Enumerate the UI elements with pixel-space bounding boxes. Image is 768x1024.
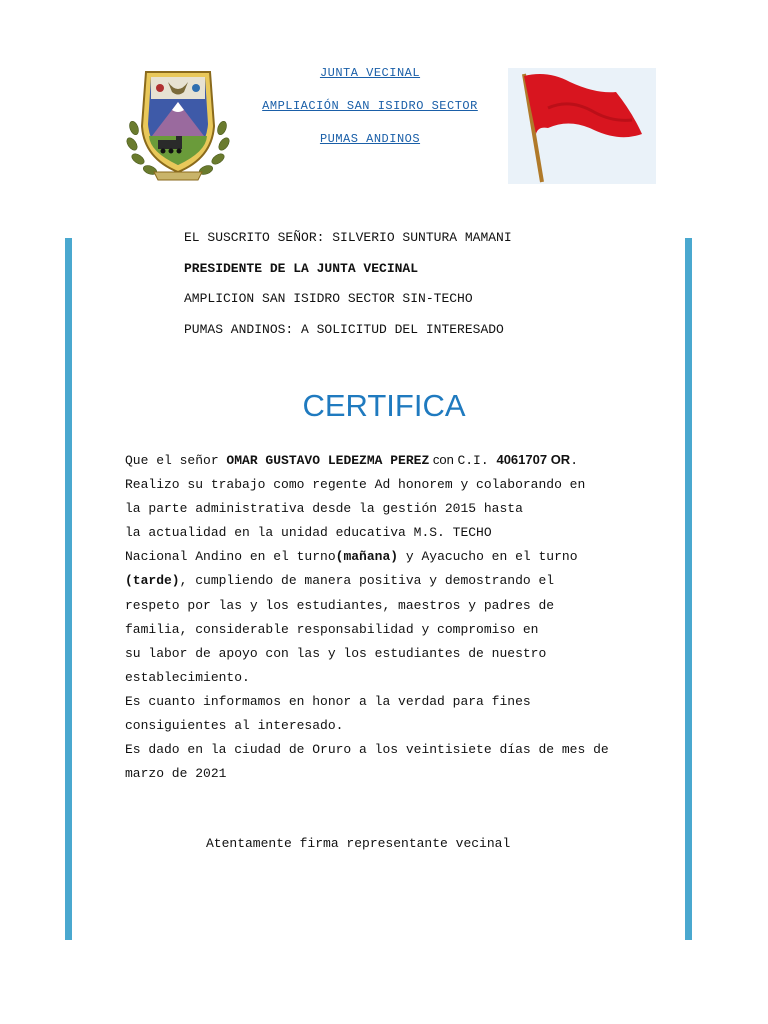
header-title-line1: JUNTA VECINAL [319,66,421,80]
body-line-8: familia, considerable responsabilidad y compromiso en [125,621,539,637]
shift-afternoon: (tarde) [125,573,180,589]
body-text: Que el señor [125,453,227,468]
shift-morning: (mañana) [335,549,399,565]
body-line-7: respeto por las y los estudiantes, maestros y padres de [125,597,555,613]
body-line-6 [125,569,645,593]
body-text: y Ayacucho en el turno [398,549,578,565]
body-line-13: Es dado en la ciudad de Oruro a los veintisiete días de mes de [125,742,609,758]
body-line-14: marzo de 2021 [125,766,227,782]
right-border-bar [685,238,692,940]
left-border-bar [65,238,72,940]
body-line-4: la actualidad en la unidad educativa M.S. TECHO [125,525,492,541]
body-text: C.I. [457,453,497,468]
body-line-10: establecimiento. [125,669,250,685]
body-text: , cumpliendo de manera positiva y demostrando el [179,573,555,589]
body-line-11: Es cuanto informamos en honor a la verdad para fines [125,693,531,709]
header-title-line3: PUMAS ANDINOS [319,132,421,146]
certificate-title: CERTIFICA [302,388,466,423]
intro-line-3: AMPLICION SAN ISIDRO SECTOR SIN-TECHO [184,291,473,306]
red-flag-image [508,68,656,184]
body-line-5 [125,545,645,569]
body-line-2: Realizo su trabajo como regente Ad honorem y colaborando en [125,477,586,493]
body-line-3: la parte administrativa desde la gestión 2015 hasta [125,501,523,517]
body-line-9: su labor de apoyo con las y los estudiantes de nuestro [125,645,547,661]
closing-signature-line: Atentamente firma representante vecinal [206,836,511,851]
body-text: Nacional Andino en el turno [125,549,336,565]
person-name: OMAR GUSTAVO LEDEZMA PEREZ [226,453,430,468]
body-line-12: consiguientes al interesado. [125,718,344,734]
id-number: 4061707 OR [496,452,571,467]
intro-line-1: EL SUSCRITO SEÑOR: SILVERIO SUNTURA MAMANI [184,230,512,245]
certificate-body [125,448,645,786]
intro-line-2: PRESIDENTE DE LA JUNTA VECINAL [184,261,419,276]
body-text: . [570,453,579,468]
body-text: con [429,452,458,467]
red-flag-icon [508,68,656,184]
header-title-line2: AMPLIACIÓN SAN ISIDRO SECTOR [262,99,478,113]
body-line-1 [125,448,645,473]
intro-line-4: PUMAS ANDINOS: A SOLICITUD DEL INTERESADO [184,322,504,337]
coat-of-arms-emblem [124,66,232,184]
